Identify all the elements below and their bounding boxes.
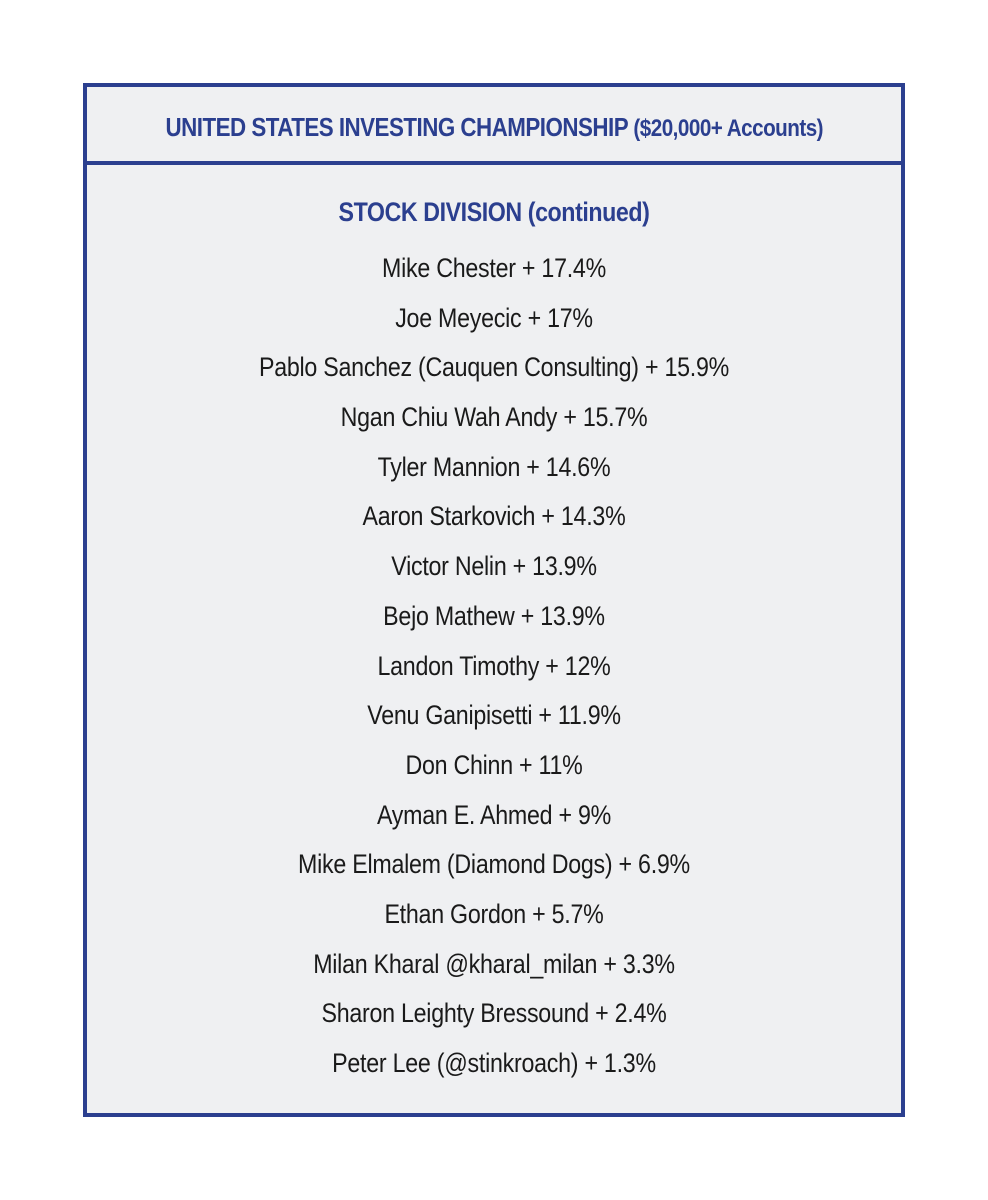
panel-body [87, 195, 901, 1089]
championship-name: UNITED STATES INVESTING CHAMPIONSHIP [165, 111, 628, 142]
list-item: Bejo Mathew + 13.9% [383, 600, 605, 631]
list-item: Ayman E. Ahmed + 9% [376, 799, 612, 830]
championship-title [165, 112, 823, 143]
list-item: Mike Chester + 17.4% [382, 253, 606, 283]
results-panel [83, 83, 905, 1117]
list-item: Ethan Gordon + 5.7% [384, 898, 604, 929]
list-item: Sharon Leighty Bressound + 2.4% [321, 998, 667, 1029]
list-item: Joe Meyecic + 17% [395, 302, 593, 333]
list-item: Tyler Mannion + 14.6% [377, 451, 611, 482]
list-item: Peter Lee (@stinkroach) + 1.3% [332, 1048, 656, 1078]
results-list [87, 244, 901, 1089]
list-item: Ngan Chiu Wah Andy + 15.7% [340, 402, 648, 433]
list-item: Milan Kharal @kharal_milan + 3.3% [313, 948, 675, 979]
list-item: Pablo Sanchez (Cauquen Consulting) + 15.9% [258, 352, 730, 383]
list-item: Don Chinn + 11% [405, 749, 583, 780]
list-item: Venu Ganipisetti + 11.9% [367, 700, 621, 731]
list-item: Victor Nelin + 13.9% [391, 551, 597, 582]
list-item: Mike Elmalem (Diamond Dogs) + 6.9% [298, 849, 690, 880]
championship-account-size: ($20,000+ Accounts) [633, 114, 823, 142]
list-item: Landon Timothy + 12% [377, 650, 611, 681]
division-title: STOCK DIVISION (continued) [338, 197, 650, 227]
panel-header [87, 87, 901, 165]
list-item: Aaron Starkovich + 14.3% [362, 501, 626, 532]
